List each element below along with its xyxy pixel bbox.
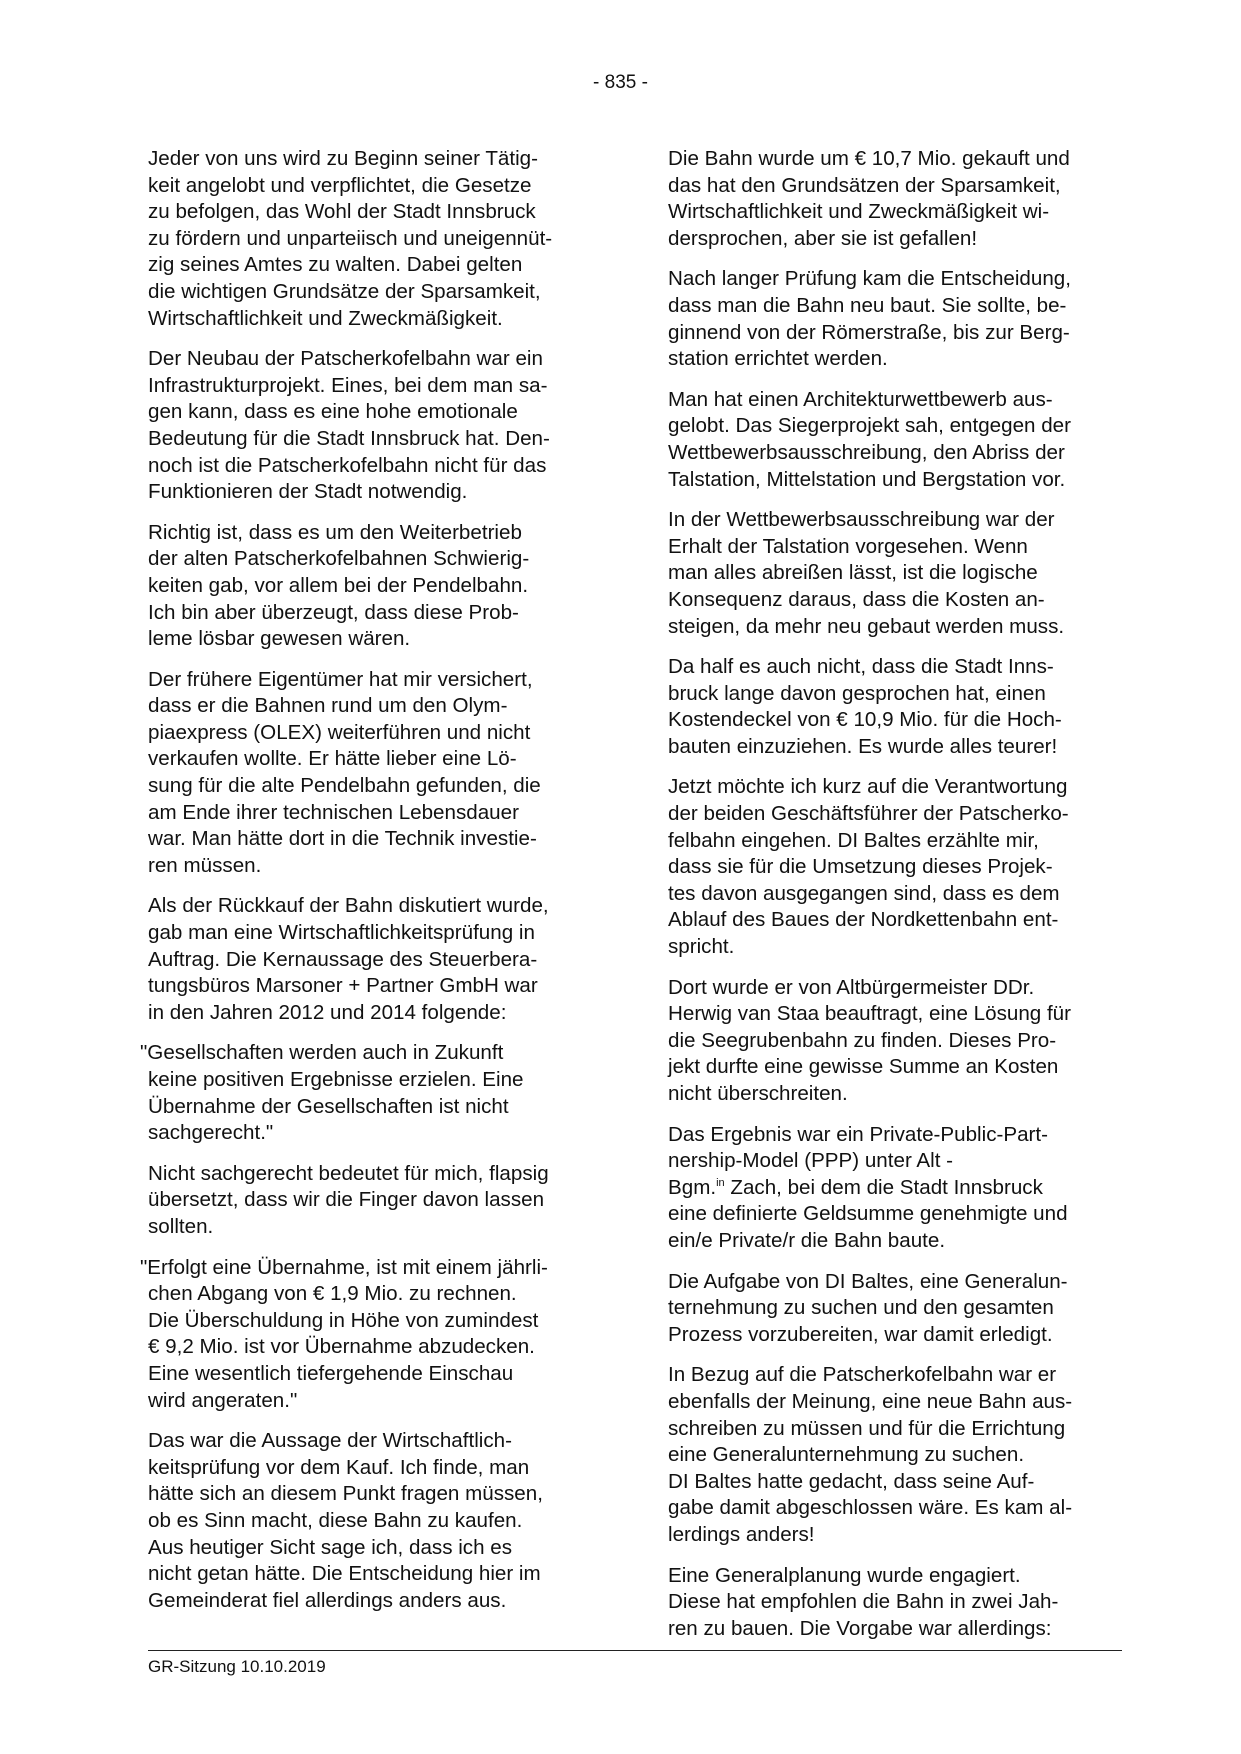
paragraph: Jetzt möchte ich kurz auf die Verantwortung der beiden Geschäftsführer der Patscherko- felbahn eingehen. DI Baltes erzählte mir, dass sie für die Umsetzung dieses Projek- tes davon ausgegangen sind, dass es dem Ablauf des Baues der Nordkettenbahn ent- spricht.	[668, 775, 1069, 959]
footer-session-date: GR-Sitzung 10.10.2019	[148, 1657, 326, 1676]
superscript: in	[716, 1176, 725, 1189]
paragraph: Die Aufgabe von DI Baltes, eine Generalun- ternehmung zu suchen und den gesamten Prozess vorzubereiten, war damit erledigt.	[668, 1269, 1068, 1346]
paragraph: Das war die Aussage der Wirtschaftlich- keitsprüfung vor dem Kauf. Ich finde, man hätte sich an diesem Punkt fragen müssen, ob es Sinn macht, diese Bahn zu kaufen. Aus heutiger Sicht sage ich, dass ich es nicht getan hätte. Die Entscheidung hier im Gemeinderat fiel allerdings anders aus.	[148, 1429, 543, 1612]
paragraph: Da half es auch nicht, dass die Stadt Inns- bruck lange davon gesprochen hat, einen Kostendeckel von € 10,9 Mio. für die Hoch- bauten einzuziehen. Es wurde alles teurer!	[668, 655, 1062, 758]
footer-divider	[148, 1650, 1122, 1651]
paragraph-text: Zach, bei dem die Stadt Innsbruck eine definierte Geldsumme genehmigte und ein/e Private/r die Bahn baute.	[668, 1175, 1068, 1252]
paragraph: Man hat einen Architekturwettbewerb aus- gelobt. Das Siegerprojekt sah, entgegen der Wettbewerbsausschreibung, den Abriss der Talstation, Mittelstation und Bergstation vor.	[668, 387, 1071, 491]
paragraph: Der frühere Eigentümer hat mir versichert, dass er die Bahnen rund um den Olym- piaexpress (OLEX) weiterführen und nicht verkaufen wollte. Er hätte lieber eine Lö- sung für die alte Pendelbahn gefunden, die am Ende ihrer technischen Lebensdauer war. Man hätte dort in die Technik investie- ren müssen.	[148, 667, 541, 877]
paragraph-text: Das Ergebnis war ein Private-Public-Part- nership-Model (PPP) unter Alt - Bgm.	[668, 1122, 1048, 1199]
paragraph: In der Wettbewerbsausschreibung war der Erhalt der Talstation vorgesehen. Wenn man alles abreißen lässt, ist die logische Konsequenz daraus, dass die Kosten an- steigen, da mehr neu gebaut werden muss.	[668, 508, 1065, 638]
right-column	[668, 146, 1128, 1656]
quote-paragraph: "Gesellschaften werden auch in Zukunft keine positiven Ergebnisse erzielen. Eine Übernahme der Gesellschaften ist nicht sachgerecht."	[140, 1041, 524, 1145]
paragraph: Richtig ist, dass es um den Weiterbetrieb der alten Patscherkofelbahnen Schwierig- keiten gab, vor allem bei der Pendelbahn. Ich bin aber überzeugt, dass diese Prob- leme lösbar gewesen wären.	[148, 520, 530, 651]
paragraph: Dort wurde er von Altbürgermeister DDr. Herwig van Staa beauftragt, eine Lösung für die Seegrubenbahn zu finden. Dieses Pro- jekt durfte eine gewisse Summe an Kosten nicht überschreiten.	[668, 975, 1071, 1105]
page-number: - 835 -	[593, 72, 648, 93]
paragraph: Nach langer Prüfung kam die Entscheidung, dass man die Bahn neu baut. Sie sollte, be- ginnend von der Römerstraße, bis zur Berg- station errichtet werden.	[668, 267, 1071, 371]
paragraph-ppp	[668, 1122, 1128, 1255]
paragraph: In Bezug auf die Patscherkofelbahn war er ebenfalls der Meinung, eine neue Bahn aus- schreiben zu müssen und für die Errichtung eine Generalunternehmung zu suchen. DI Baltes hatte gedacht, dass seine Auf- gabe damit abgeschlossen wäre. Es kam al- lerdings anders!	[668, 1363, 1073, 1546]
paragraph: Nicht sachgerecht bedeutet für mich, flapsig übersetzt, dass wir die Finger davon lassen sollten.	[148, 1161, 549, 1238]
paragraph: Jeder von uns wird zu Beginn seiner Tätig- keit angelobt und verpflichtet, die Gesetze zu befolgen, das Wohl der Stadt Innsbruck zu fördern und unparteiisch und uneigennüt- zig seines Amtes zu walten. Dabei gelten die wichtigen Grundsätze der Sparsamkeit, Wirtschaftlichkeit und Zweckmäßigkeit.	[148, 147, 553, 330]
paragraph: Als der Rückkauf der Bahn diskutiert wurde, gab man eine Wirtschaftlichkeitsprüfung in Auftrag. Die Kernaussage des Steuerbera- tungsbüros Marsoner + Partner GmbH war in den Jahren 2012 und 2014 folgende:	[148, 894, 549, 1024]
paragraph: Der Neubau der Patscherkofelbahn war ein Infrastrukturprojekt. Eines, bei dem man sa- gen kann, dass es eine hohe emotionale Bedeutung für die Stadt Innsbruck hat. Den- noch ist die Patscherkofelbahn nicht für das Funktionieren der Stadt notwendig.	[148, 347, 550, 504]
paragraph: Die Bahn wurde um € 10,7 Mio. gekauft und das hat den Grundsätzen der Sparsamkeit, Wirtschaftlichkeit und Zweckmäßigkeit wi- dersprochen, aber sie ist gefallen!	[668, 147, 1070, 250]
paragraph: Eine Generalplanung wurde engagiert. Diese hat empfohlen die Bahn in zwei Jah- ren zu bauen. Die Vorgabe war allerdings:	[668, 1563, 1059, 1640]
quote-paragraph: "Erfolgt eine Übernahme, ist mit einem jährli- chen Abgang von € 1,9 Mio. zu rechnen. Die Überschuldung in Höhe von zumindest € 9,2 Mio. ist vor Übernahme abzudecken. Eine wesentlich tiefergehende Einschau wird angeraten."	[140, 1255, 548, 1412]
left-column	[140, 146, 588, 1628]
